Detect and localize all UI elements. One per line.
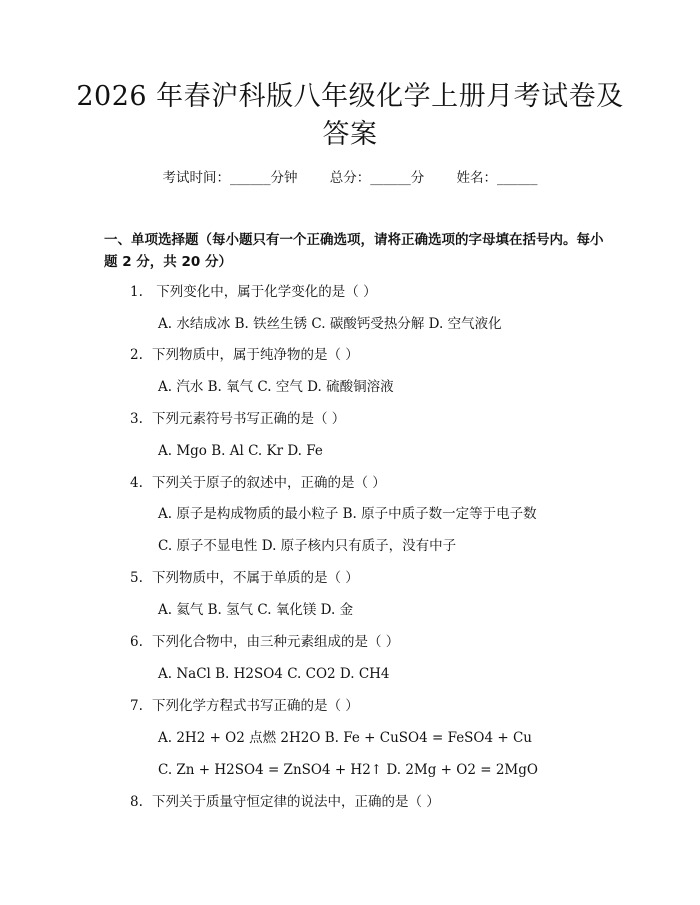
question-2 — [130, 345, 359, 365]
question-number: 1. — [130, 284, 143, 300]
question-8 — [130, 792, 440, 812]
question-stem: 下列元素符号书写正确的是（ ） — [152, 411, 346, 427]
question-stem: 下列化合物中，由三种元素组成的是（ ） — [152, 634, 400, 650]
question-4 — [130, 473, 386, 493]
question-4-options: A. 原子是构成物质的最小粒子 B. 原子中质子数一定等于电子数 — [158, 506, 537, 522]
question-stem: 下列关于质量守恒定律的说法中，正确的是（ ） — [152, 794, 440, 810]
question-5-options: A. 氦气 B. 氢气 C. 氧化镁 D. 金 — [158, 602, 354, 618]
question-1-options: A. 水结成冰 B. 铁丝生锈 C. 碳酸钙受热分解 D. 空气液化 — [158, 316, 502, 332]
question-stem: 下列关于原子的叙述中，正确的是（ ） — [152, 475, 386, 491]
exam-time-field: 考试时间：______分钟 — [162, 170, 298, 186]
question-2-options: A. 汽水 B. 氧气 C. 空气 D. 硫酸铜溶液 — [158, 379, 394, 395]
question-6 — [130, 632, 399, 652]
question-3-options: A. Mgo B. Al C. Kr D. Fe — [158, 443, 323, 459]
question-number: 7. — [130, 698, 143, 714]
question-stem: 下列变化中，属于化学变化的是（ ） — [152, 284, 377, 300]
question-number: 5. — [130, 570, 143, 586]
question-stem: 下列化学方程式书写正确的是（ ） — [152, 698, 359, 714]
question-number: 4. — [130, 475, 143, 491]
exam-info-line — [0, 168, 700, 188]
question-1 — [130, 282, 377, 302]
question-7-options: A. 2H2 + O2 点燃 2H2O B. Fe + CuSO4 = FeSO4 + Cu — [158, 730, 533, 746]
question-7-options: C. Zn + H2SO4 = ZnSO4 + H2↑ D. 2Mg + O2 = 2MgO — [158, 762, 538, 778]
question-number: 3. — [130, 411, 143, 427]
student-name-field: 姓名：______ — [456, 170, 538, 186]
question-7 — [130, 696, 359, 716]
question-stem: 下列物质中，属于纯净物的是（ ） — [152, 347, 359, 363]
question-6-options: A. NaCl B. H2SO4 C. CO2 D. CH4 — [158, 666, 390, 682]
question-stem: 下列物质中，不属于单质的是（ ） — [152, 570, 359, 586]
question-4-options: C. 原子不显电性 D. 原子核内只有质子，没有中子 — [158, 538, 457, 554]
question-3 — [130, 409, 345, 429]
question-number: 2. — [130, 347, 143, 363]
question-5 — [130, 568, 359, 588]
section-heading: 一、单项选择题（每小题只有一个正确选项，请将正确选项的字母填在括号内。每小题 2 分，共 20 分） — [104, 232, 604, 270]
question-number: 6. — [130, 634, 143, 650]
page-title: 2026 年春沪科版八年级化学上册月考试卷及答案 — [76, 81, 624, 150]
total-score-field: 总分：______分 — [329, 170, 425, 186]
question-number: 8. — [130, 794, 143, 810]
